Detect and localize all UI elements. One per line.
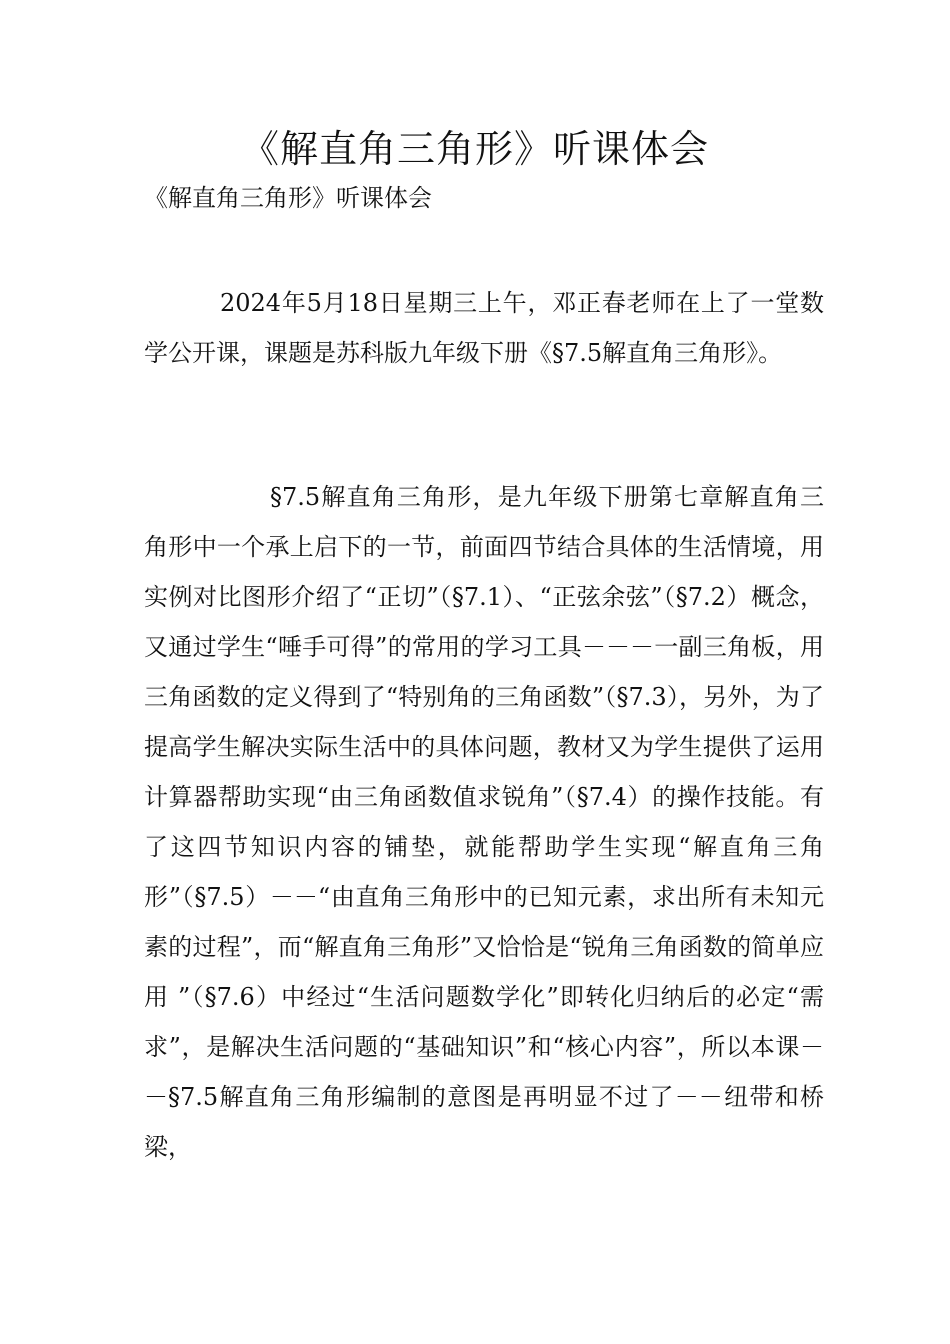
document-title: 《解直角三角形》听课体会 [240,127,709,171]
paragraph-1: 2024年5月18日星期三上午，邓正春老师在上了一堂数学公开课，课题是苏科版九年级下册《§7.5解直角三角形》。 [144,289,824,367]
document-subtitle: 《解直角三角形》听课体会 [144,184,432,212]
paragraph-2: §7.5解直角三角形，是九年级下册第七章解直角三角形中一个承上启下的一节，前面四节结合具体的生活情境，用实例对比图形介绍了“正切”（§7.1）、“正弦余弦”（§7.2）概念，又通过学生“唾手可得”的常用的学习工具－－－一副三角板，用三角函数的定义得到了“特别角的三角函数”（§7.3），另外，为了提高学生解决实际生活中的具体问题，教材又为学生提供了运用计算器帮助实现“由三角函数值求锐角”（§7.4）的操作技能。有了这四节知识内容的铺垫，就能帮助学生实现“解直角三角形”（§7.5）－－“由直角三角形中的已知元素，求出所有未知元素的过程”，而“解直角三角形”又恰恰是“锐角三角函数的简单应用 ”（§7.6）中经过“生活问题数学化”即转化归纳后的必定“需求”，是解决生活问题的“基础知识”和“核心内容”，所以本课－－§7.5解直角三角形编制的意图是再明显不过了－－纽带和桥梁， [144,483,824,1161]
